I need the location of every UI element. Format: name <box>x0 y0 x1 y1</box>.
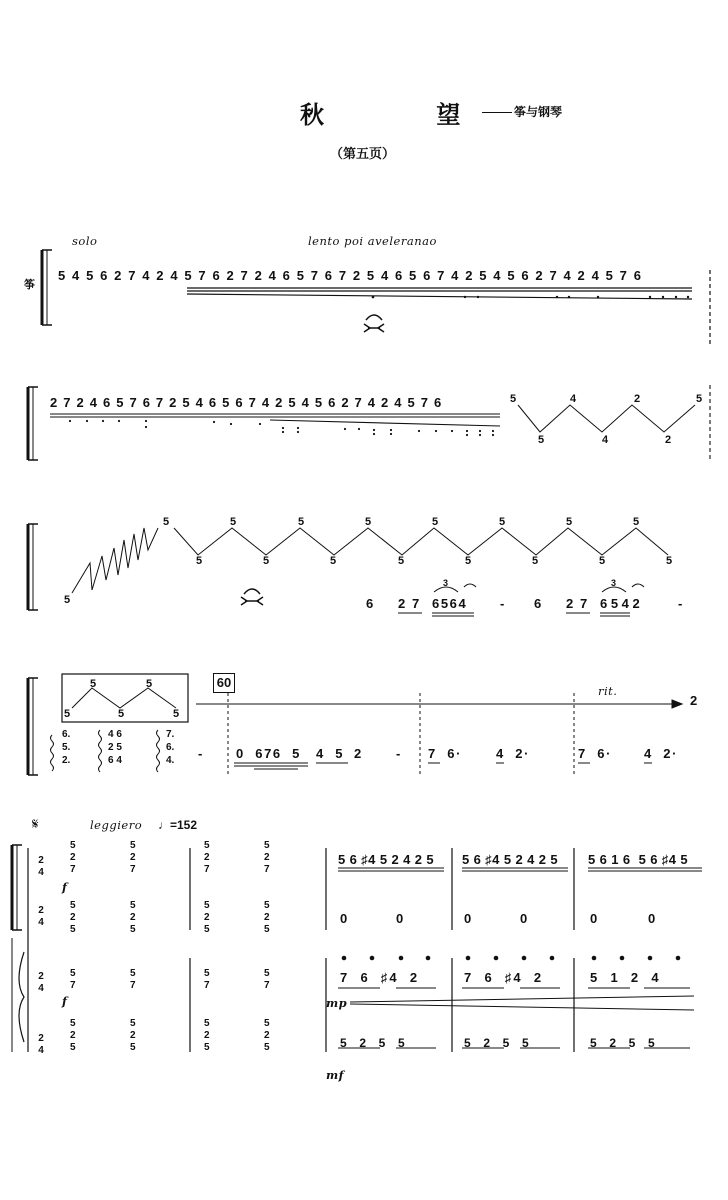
melody-note: 7 6· <box>428 746 463 761</box>
dynamic-forte: f <box>62 994 68 1008</box>
zigzag-top-note: 5 <box>298 516 305 528</box>
melody-rest: - <box>500 596 506 611</box>
zigzag-bottom-note: 5 <box>398 555 405 567</box>
zigzag-top-note: 4 <box>570 393 577 405</box>
chord-column-bass: 5 2 5 <box>204 1018 210 1053</box>
zigzag-top-note: 5 <box>566 516 573 528</box>
system2-notes: 2 7 2 4 6 5 7 6 7 2 5 4 6 5 6 7 4 2 5 4 5 6 2 7 4 2 4 5 7 6 <box>50 395 443 410</box>
dynamic-mezzo-piano: mp <box>326 996 348 1010</box>
melody-rest: - <box>678 596 684 611</box>
melody-rest: - <box>396 746 402 761</box>
time-signature-bottom: 4 <box>38 917 44 928</box>
chord-column-bass: 5 2 5 <box>130 1018 136 1053</box>
lower-left-notes: 5 2 5 5 <box>590 1036 657 1050</box>
melody-note: 6 <box>534 596 543 611</box>
melody-note: 6 <box>366 596 375 611</box>
melody-note: 4 2· <box>496 746 531 761</box>
time-signature-bottom: 4 <box>38 1045 44 1056</box>
box-bottom-note: 5 <box>64 708 71 720</box>
fermata-symbol-1 <box>364 315 384 332</box>
chord-column-upper: 5 2 7 <box>204 840 210 875</box>
lower-right-notes: 7 6 ♯4 2 <box>464 970 544 985</box>
melody-rest: - <box>198 746 204 761</box>
chord-column-bass: 5 2 5 <box>70 1018 76 1053</box>
chord-column-upper: 5 2 7 <box>70 840 76 875</box>
system5-barlines <box>28 848 574 1052</box>
segno-sign: 𝄋 <box>32 815 39 833</box>
lower-right-notes: 7 6 ♯4 2 <box>340 970 420 985</box>
time-signature-top: 2 <box>38 971 44 982</box>
upper-left-rest: 0 <box>340 911 349 926</box>
chord-stack: 6. 5. 2. <box>62 729 71 766</box>
upper-left-rest: 0 <box>464 911 473 926</box>
melody-note: 0 676 5 <box>236 746 301 761</box>
upper-left-rest: 0 <box>590 911 599 926</box>
box-bottom-note: 5 <box>173 708 180 720</box>
zigzag-bottom-note: 5 <box>465 555 472 567</box>
chord-column-upper: 5 2 7 <box>264 840 270 875</box>
melody-note: 2 7 <box>398 596 421 611</box>
system5-mp-line <box>350 996 694 1010</box>
melody-note: 4 2· <box>644 746 679 761</box>
zigzag-top-note: 5 <box>365 516 372 528</box>
melody-note: 2 <box>354 746 363 761</box>
zigzag-top-note: 5 <box>230 516 237 528</box>
zigzag-bottom-note: 5 <box>538 434 545 446</box>
upper-left-rest: 0 <box>396 911 405 926</box>
chord-column-middle: 5 2 5 <box>264 900 270 935</box>
system2-bracket <box>28 387 38 460</box>
glissando-start-note: 5 <box>64 594 71 606</box>
box-top-note: 5 <box>90 678 97 690</box>
chord-column-middle: 5 2 5 <box>130 900 136 935</box>
zigzag-top-note: 5 <box>499 516 506 528</box>
zigzag-top-note: 5 <box>510 393 517 405</box>
zigzag-bottom-note: 5 <box>599 555 606 567</box>
melody-note: 4 5 <box>316 746 345 761</box>
system4-box-zigzag <box>72 688 176 708</box>
system4-bracket <box>28 678 38 775</box>
zigzag-top-note: 5 <box>432 516 439 528</box>
zigzag-bottom-note: 5 <box>532 555 539 567</box>
melody-note: 2 7 <box>566 596 589 611</box>
zigzag-bottom-note: 2 <box>665 434 672 446</box>
tuplet-number: 3 <box>443 578 449 588</box>
melody-note: 6 5 4 2 <box>600 596 640 611</box>
chord-column-middle: 5 2 5 <box>204 900 210 935</box>
dynamic-mezzo-forte: mf <box>326 1068 345 1082</box>
time-signature-bottom: 4 <box>38 867 44 878</box>
system3-underlines <box>398 613 630 616</box>
system2-zigzag <box>518 405 695 432</box>
system3-glissando <box>72 528 668 593</box>
chord-column-upper: 5 2 7 <box>130 840 136 875</box>
page-number-label: （第五页） <box>330 147 396 162</box>
chord-column-low: 5 7 <box>264 968 270 991</box>
box-bottom-note: 5 <box>118 708 125 720</box>
system5-upper-beams <box>338 868 702 871</box>
zigzag-top-note: 5 <box>696 393 703 405</box>
fermata-symbol-2 <box>241 589 263 605</box>
time-signature-top: 2 <box>38 905 44 916</box>
rit-marking: rit. <box>598 684 618 698</box>
chord-stack: 7. 6. 4. <box>166 729 175 766</box>
zigzag-bottom-note: 4 <box>602 434 609 446</box>
lower-left-notes: 5 2 5 5 <box>464 1036 531 1050</box>
lower-right-notes: 5 1 2 4 <box>590 970 661 985</box>
page-title: 秋 望 <box>300 100 513 129</box>
system4-pattern-box <box>62 674 188 722</box>
system5-brackets <box>12 845 24 1052</box>
system3-bracket <box>28 524 38 610</box>
time-signature-top: 2 <box>38 1033 44 1044</box>
melody-note: 6564 <box>432 596 468 611</box>
zigzag-top-note: 5 <box>163 516 170 528</box>
chord-column-low: 5 7 <box>70 968 76 991</box>
instrument-label: 筝 <box>24 278 35 291</box>
lower-left-notes: 5 2 5 5 <box>340 1036 407 1050</box>
solo-marking: solo <box>72 234 98 248</box>
system5-staccato-dots <box>342 956 681 961</box>
leggiero-marking: leggiero <box>90 818 143 832</box>
upper-left-rest: 0 <box>648 911 657 926</box>
zigzag-bottom-note: 5 <box>666 555 673 567</box>
chord-column-bass: 5 2 5 <box>264 1018 270 1053</box>
tempo-marking: lento poi aveleranao <box>308 234 437 248</box>
system1-notes: 5 4 5 6 2 7 4 2 4 5 7 6 2 7 2 4 6 5 7 6 7 2 5 4 6 5 6 7 4 2 5 4 5 6 2 7 4 2 4 5 7 6 <box>58 268 643 283</box>
zigzag-top-note: 2 <box>634 393 641 405</box>
rehearsal-mark: 60 <box>213 673 235 693</box>
box-top-note: 5 <box>146 678 153 690</box>
system4-arrow <box>196 700 682 708</box>
upper-right-run: 5 6 1 6 5 6 ♯4 5 <box>588 852 689 867</box>
end-note: 2 <box>690 693 699 708</box>
upper-left-rest: 0 <box>520 911 529 926</box>
tuplet-number: 3 <box>611 578 617 588</box>
chord-column-low: 5 7 <box>130 968 136 991</box>
time-signature-bottom: 4 <box>38 983 44 994</box>
system2-dots <box>69 420 494 436</box>
upper-right-run: 5 6 ♯4 5 2 4 2 5 <box>338 852 435 867</box>
system4-underlines <box>234 763 652 769</box>
zigzag-bottom-note: 5 <box>263 555 270 567</box>
zigzag-bottom-note: 5 <box>196 555 203 567</box>
time-signature-top: 2 <box>38 855 44 866</box>
chord-column-low: 5 7 <box>204 968 210 991</box>
system1-bracket <box>42 250 52 325</box>
subtitle-text: 筝与钢琴 <box>514 105 563 119</box>
zigzag-top-note: 5 <box>633 516 640 528</box>
upper-right-run: 5 6 ♯4 5 2 4 2 5 <box>462 852 559 867</box>
chord-column-middle: 5 2 5 <box>70 900 76 935</box>
tempo-mark: ♩=152 <box>158 818 198 832</box>
zigzag-bottom-note: 5 <box>330 555 337 567</box>
chord-stack: 4 6 2 5 6 4 <box>108 729 122 766</box>
dynamic-forte: f <box>62 880 68 894</box>
melody-note: 7 6· <box>578 746 613 761</box>
